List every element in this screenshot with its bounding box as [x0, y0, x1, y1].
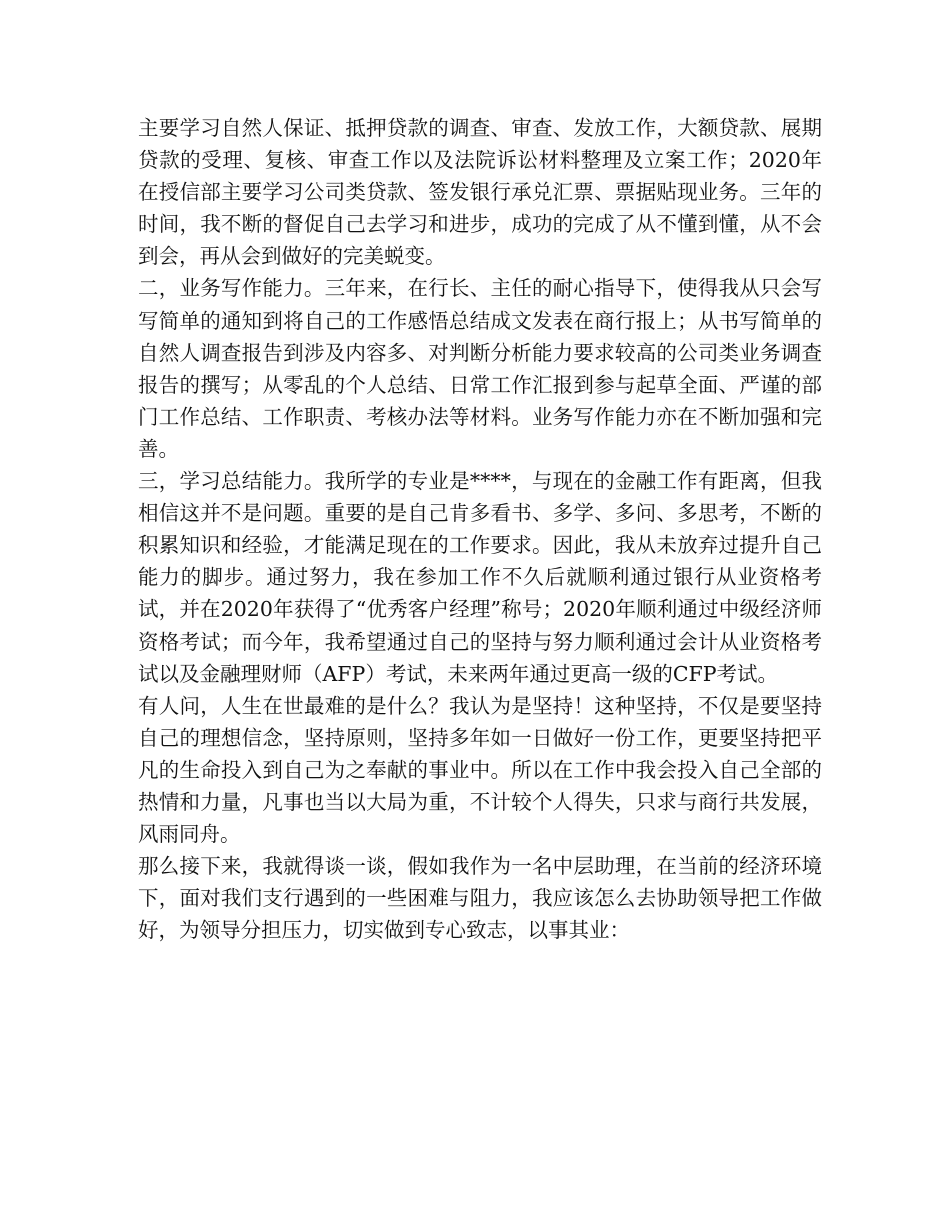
paragraph-next-steps: 那么接下来，我就得谈一谈，假如我作为一名中层助理，在当前的经济环境下，面对我们支行遇到的一些困难与阻力，我应该怎么去协助领导把工作做好，为领导分担压力，切实做到专心致志，以事其业： [138, 854, 822, 943]
paragraph-persistence: 有人问，人生在世最难的是什么？我认为是坚持！这种坚持，不仅是要坚持自己的理想信念，坚持原则，坚持多年如一日做好一份工作，更要坚持把平凡的生命投入到自己为之奉献的事业中。所以在工作中我会投入自己全部的热情和力量，凡事也当以大局为重，不计较个人得失，只求与商行共发展，风雨同舟。 [138, 693, 822, 847]
document-page [138, 112, 822, 946]
paragraph-writing-ability: 二，业务写作能力。三年来，在行长、主任的耐心指导下，使得我从只会写写简单的通知到将自己的工作感悟总结成文发表在商行报上；从书写简单的自然人调查报告到涉及内容多、对判断分析能力要求较高的公司类业务调查报告的撰写；从零乱的个人总结、日常工作汇报到参与起草全面、严谨的部门工作总结、工作职责、考核办法等材料。业务写作能力亦在不断加强和完善。 [138, 276, 822, 461]
paragraph-learning-ability: 三，学习总结能力。我所学的专业是****，与现在的金融工作有距离，但我相信这并不是问题。重要的是自己肯多看书、多学、多问、多思考，不断的积累知识和经验，才能满足现在的工作要求。因此，我从未放弃过提升自己能力的脚步。通过努力，我在参加工作不久后就顺利通过银行从业资格考试，并在2020年获得了“优秀客户经理”称号；2020年顺利通过中级经济师资格考试；而今年，我希望通过自己的坚持与努力顺利通过会计从业资格考试以及金融理财师（AFP）考试，未来两年通过更高一级的CFP考试。 [138, 469, 822, 686]
paragraph-loan-study: 主要学习自然人保证、抵押贷款的调查、审查、发放工作，大额贷款、展期贷款的受理、复核、审查工作以及法院诉讼材料整理及立案工作；2020年在授信部主要学习公司类贷款、签发银行承兑汇票、票据贴现业务。三年的时间，我不断的督促自己去学习和进步，成功的完成了从不懂到懂，从不会到会，再从会到做好的完美蜕变。 [138, 116, 822, 269]
